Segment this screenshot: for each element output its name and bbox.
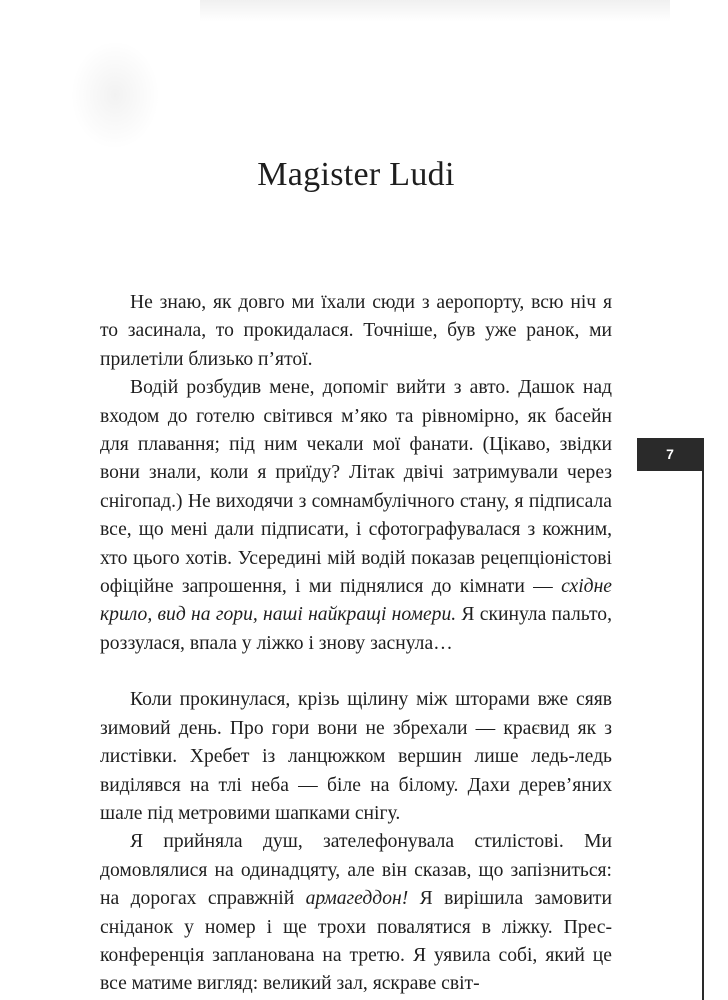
paragraph-2-text-b: Я скинула пальто, роззулася, впала у ліжко і знову заснула… xyxy=(100,604,612,654)
paragraph-2 xyxy=(100,374,612,658)
body-text xyxy=(100,289,612,999)
page-edge-bar xyxy=(702,438,704,1000)
paragraph-2-italic: східне крило, вид на гори, наші найкращі номери. xyxy=(100,576,612,626)
paragraph-4-text-a: Я прийняла душ, зателефонувала стилістові. Ми домовлялися на одинадцяту, але він сказав, що запізниться: на дорогах справжній xyxy=(100,831,612,910)
paragraph-4-italic: армагеддон! xyxy=(305,888,409,910)
paragraph-3: Коли прокинулася, крізь щілину між шторами вже сяяв зимовий день. Про гори вони не збрехали — краєвид як з листівки. Хребет із ланцюжком вершин лише ледь-ледь виділявся на тлі неба — біле на білому. Дахи дерев’яних шале під метровими шапками снігу. xyxy=(100,689,612,824)
scan-shadow-left xyxy=(70,40,160,150)
paragraph-1: Не знаю, як довго ми їхали сюди з аеропорту, всю ніч я то засинала, то прокидалася. Точніше, був уже ранок, ми прилетіли близько п’ятої. xyxy=(100,292,612,370)
paragraph-4-text-b: Я вирішила замовити сніданок у номер і ще трохи повалятися в ліжку. Прес-конференція запланована на третю. Я уявила собі, який це все матиме вигляд: великий зал, яскраве світ- xyxy=(100,888,612,995)
scan-shadow-top xyxy=(200,0,670,22)
paragraph-4 xyxy=(100,828,612,998)
paragraph-2-text-a: Водій розбудив мене, допоміг вийти з авто. Дашок над входом до готелю світився м’яко та рівномірно, як басейн для плавання; під ним чекали мої фанати. (Цікаво, звідки вони знали, коли я приїду? Літак двічі затримували через снігопад.) Не виходячи з сомнамбулічного стану, я підписала все, що мені дали підписати, і сфотографувалася з кожним, хто цього хотів. Усередині мій водій показав рецепціоністові офіційне запрошення, і ми піднялися до кімнати — xyxy=(100,377,612,598)
chapter-title: Magister Ludi xyxy=(257,156,455,193)
page-number-tab: 7 xyxy=(637,438,703,471)
